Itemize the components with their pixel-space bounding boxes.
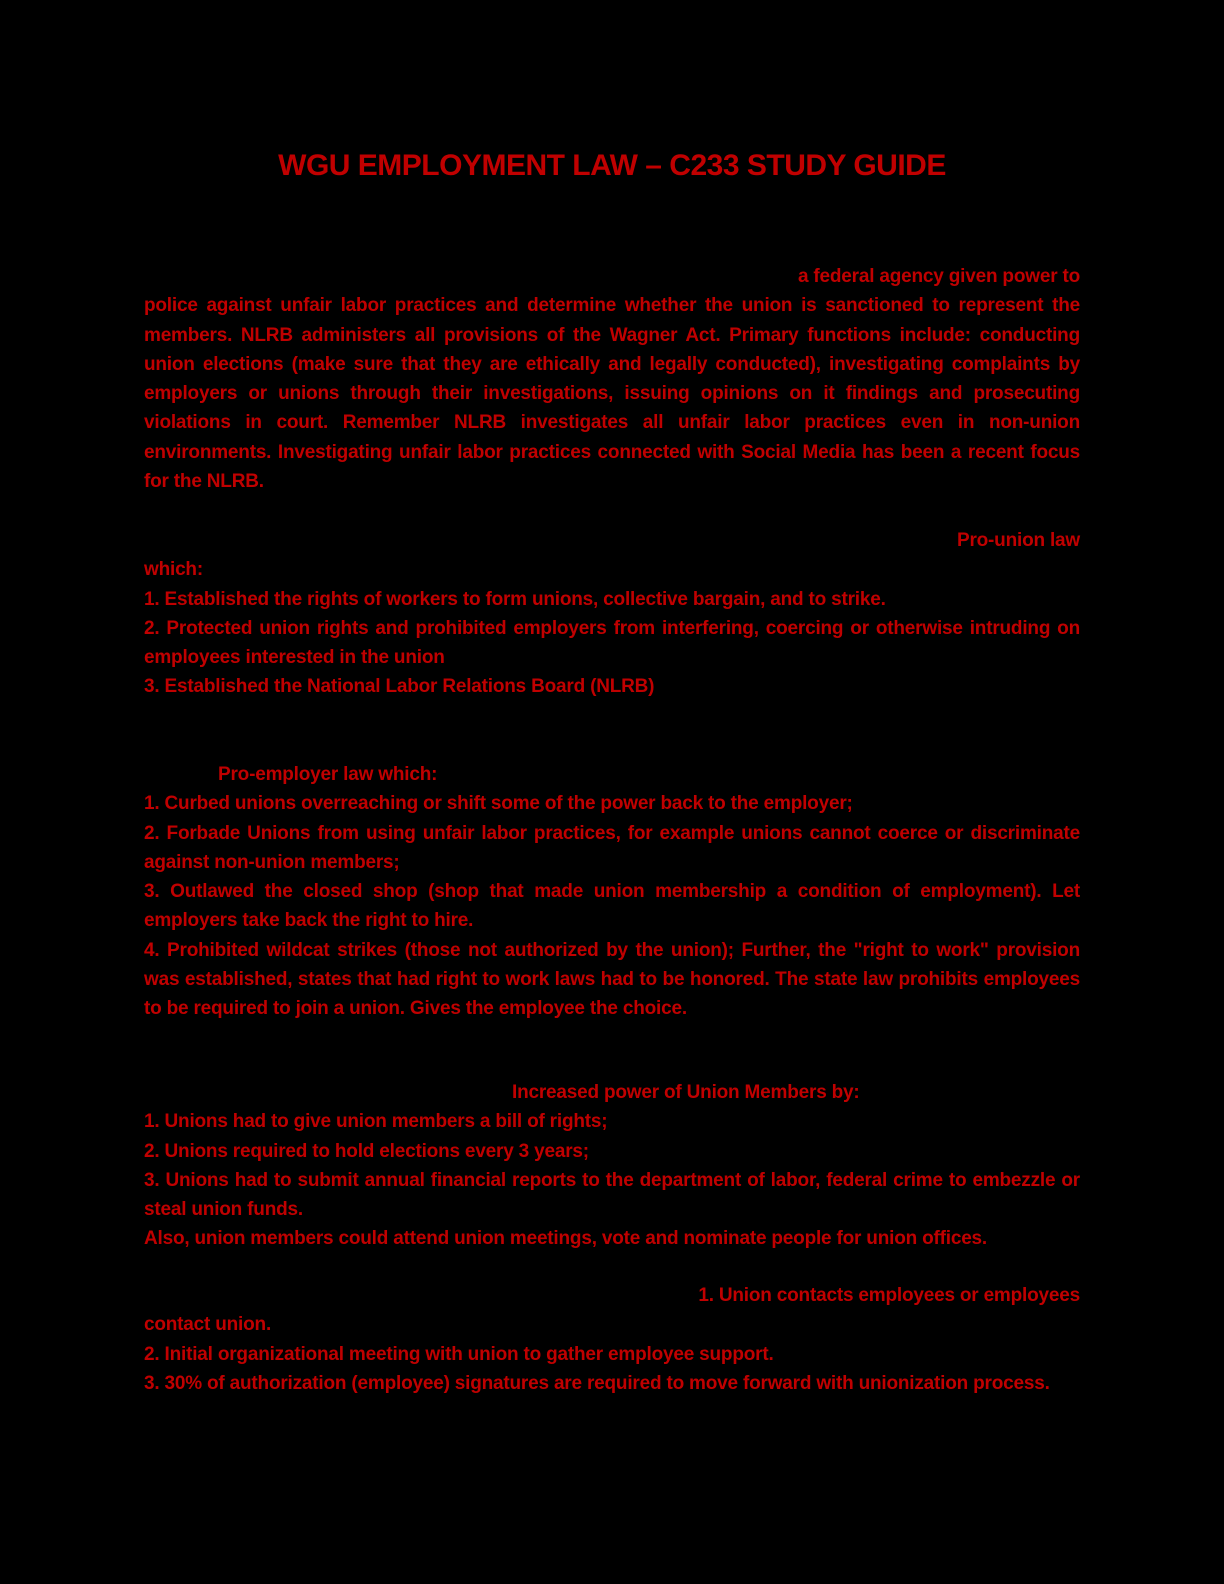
section-lead: a federal agency given power to [797, 266, 1080, 287]
section-landrum-griffin [144, 1078, 1080, 1254]
section-body: police against unfair labor practices and determine whether the union is sanctioned to represent the members. NLRB administers all provisions of the Wagner Act. Primary functions include: conducting union elections (make sure that they are ethically and legally conducted), investigating complaints by employers or unions through their investigations, issuing opinions on it findings and prosecuting violations in court. Remember NLRB investigates all unfair labor practices even in non-union environments. Investigating unfair labor practices connected with Social Media has been a recent focus for the NLRB. [144, 295, 1080, 493]
list-item: 4. Prohibited wildcat strikes (those not authorized by the union); Further, the "right to work" provision was established, states that had right to work laws had to be honored. The state law prohibits employees to be required to join a union. Gives the employee the choice. [144, 939, 1080, 1020]
section-lead: 1. Union contacts employees or employees [698, 1285, 1080, 1306]
section-unionization-process [144, 1281, 1080, 1398]
list-item: 3. Established the National Labor Relations Board (NLRB) [144, 676, 655, 698]
list-item: 2. Initial organizational meeting with union to gather employee support. [144, 1343, 774, 1365]
list-item: 2. Protected union rights and prohibited employers from interfering, coercing or otherwise intruding on employees interested in the union [144, 617, 1080, 669]
section-lead-continued: contact union. [144, 1314, 272, 1336]
section-intro: which: [144, 559, 203, 581]
list-item: 2. Unions required to hold elections every 3 years; [144, 1140, 589, 1162]
list-item: 3. 30% of authorization (employee) signatures are required to move forward with unionization process. [144, 1372, 1050, 1394]
section-lead: Increased power of Union Members by: [512, 1082, 860, 1103]
list-item: 3. Unions had to submit annual financial reports to the department of labor, federal crime to embezzle or steal union funds. [144, 1169, 1080, 1221]
section-lead: Pro-employer law which: [218, 764, 438, 785]
list-item: 1. Unions had to give union members a bill of rights; [144, 1111, 608, 1133]
page-title: WGU EMPLOYMENT LAW – C233 STUDY GUIDE [278, 149, 946, 182]
section-lead: Pro-union law [956, 530, 1080, 551]
list-item: 2. Forbade Unions from using unfair labor practices, for example unions cannot coerce or discriminate against non-union members; [144, 822, 1080, 873]
section-wagner-act [144, 526, 1080, 702]
section-taft-hartley [144, 760, 1080, 1024]
list-item: Also, union members could attend union meetings, vote and nominate people for union offices. [144, 1228, 988, 1250]
list-item: 3. Outlawed the closed shop (shop that made union membership a condition of employment). Let employers take back the right to hire. [144, 881, 1080, 932]
list-item: 1. Established the rights of workers to form unions, collective bargain, and to strike. [144, 588, 886, 610]
list-item: 1. Curbed unions overreaching or shift some of the power back to the employer; [144, 793, 853, 815]
section-nlrb [144, 262, 1080, 496]
